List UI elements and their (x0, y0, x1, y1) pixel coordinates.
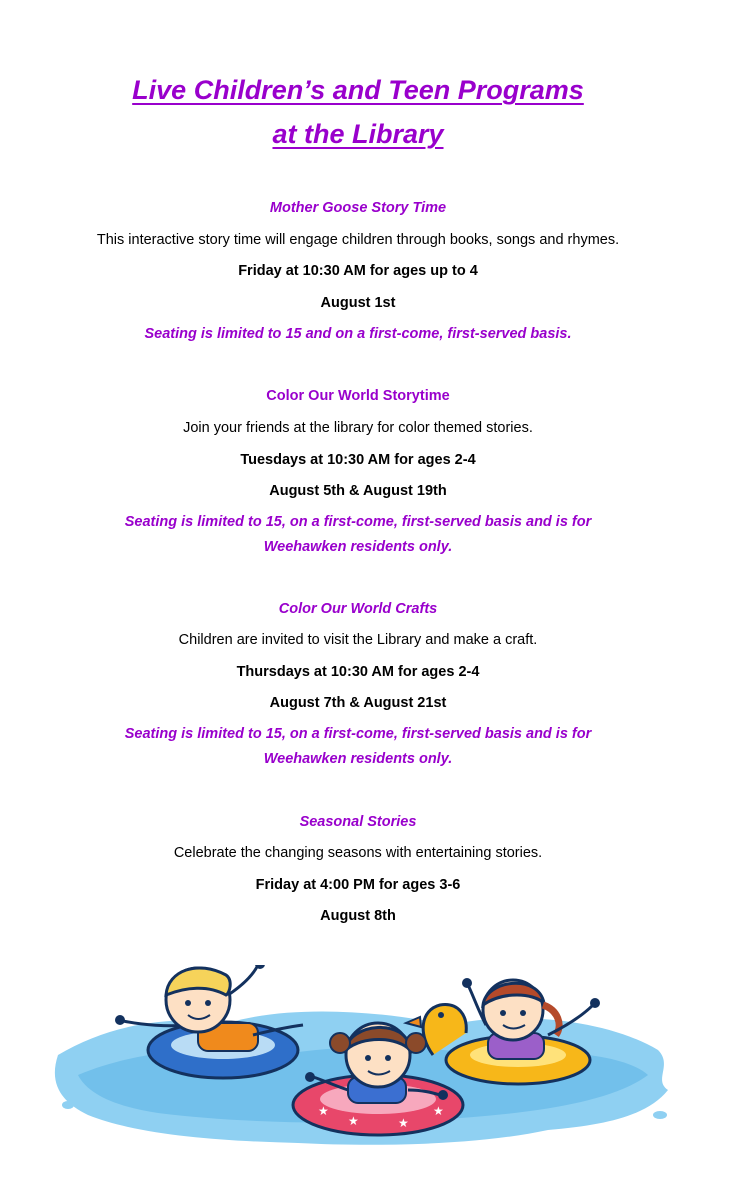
children-swimming-illustration (48, 965, 678, 1150)
program-2-seating-note-line-1: Seating is limited to 15, on a first-come, first-served basis and is for (124, 514, 592, 530)
program-3-schedule: Thursdays at 10:30 AM for ages 2-4 (236, 664, 480, 680)
program-4-schedule: Friday at 4:00 PM for ages 3-6 (255, 877, 461, 893)
svg-text:★: ★ (348, 1114, 359, 1128)
program-4-name: Seasonal Stories (299, 814, 417, 830)
program-2-description: Join your friends at the library for color themed stories. (183, 420, 533, 436)
program-4-dates: August 8th (320, 908, 396, 924)
svg-text:★: ★ (433, 1104, 444, 1118)
svg-text:★: ★ (318, 1104, 329, 1118)
program-3-dates: August 7th & August 21st (269, 695, 447, 711)
svg-text:★: ★ (398, 1116, 409, 1130)
program-2-dates: August 5th & August 19th (269, 483, 447, 499)
program-1-seating-note: Seating is limited to 15 and on a first-come, first-served basis. (144, 326, 572, 342)
program-3-seating-note-line-1: Seating is limited to 15, on a first-come, first-served basis and is for (124, 726, 592, 742)
program-1-description: This interactive story time will engage children through books, songs and rhymes. (96, 232, 620, 248)
program-2-schedule: Tuesdays at 10:30 AM for ages 2-4 (240, 452, 476, 468)
program-3-seating-note-line-2: Weehawken residents only. (263, 751, 453, 767)
program-2-name: Color Our World Storytime (266, 388, 450, 404)
program-1-schedule: Friday at 10:30 AM for ages up to 4 (238, 263, 478, 279)
program-4-description: Celebrate the changing seasons with entertaining stories. (173, 845, 543, 861)
page-title-line-2: at the Library (272, 119, 444, 149)
page-title-line-1: Live Children’s and Teen Programs (132, 75, 584, 105)
program-3-name: Color Our World Crafts (278, 601, 438, 617)
program-2-seating-note-line-2: Weehawken residents only. (263, 539, 453, 555)
program-1-name: Mother Goose Story Time (269, 200, 447, 216)
program-3-description: Children are invited to visit the Library and make a craft. (178, 632, 538, 648)
program-1-dates: August 1st (320, 295, 396, 311)
